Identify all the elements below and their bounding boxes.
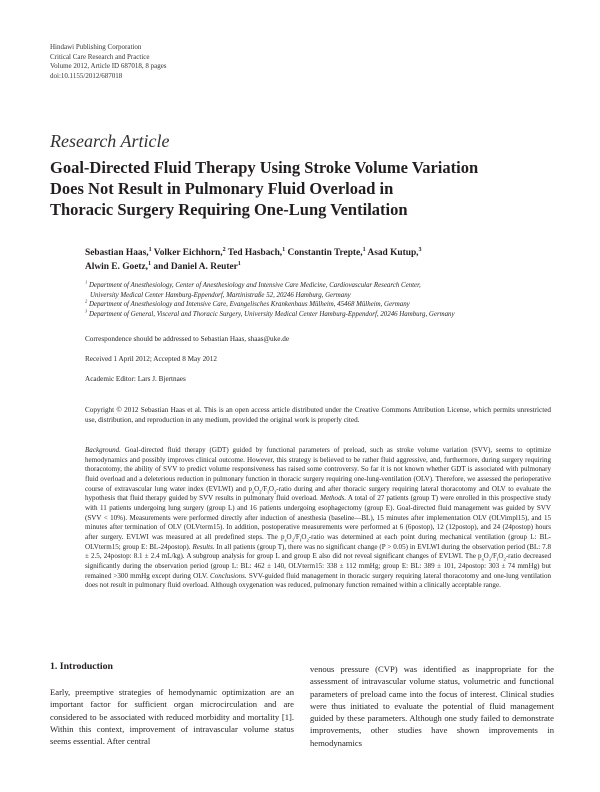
- author: Constantin Trepte,: [285, 248, 363, 258]
- subscript: I: [267, 489, 269, 495]
- subscript: 2: [503, 556, 506, 562]
- title-line: Thoracic Surgery Requiring One-Lung Ventilation: [50, 200, 408, 219]
- author: Volker Eichhorn,: [151, 248, 223, 258]
- intro-column-left: Early, preemptive strategies of hemodynamic optimization are an important factor for sufficient organ microcirculation and are considered to be associated with reduced morbidity and mortality [1]. Within this context, improvement of intravascular volume status seems essential. After central: [50, 687, 294, 747]
- author-list: [85, 246, 555, 275]
- affil-text: Department of Anesthesiology, Center of Anesthesiology and Intensive Care Medicine, Cardiovascular Research Center,: [87, 282, 421, 289]
- abstract-text: A total of 27 patients (group T) were enrolled in this prospective study with 11 patients undergoing lung surgery (group L) and 16 patients undergoing esophagectomy (group E). Goal-directed fluid management was guided by SVV (SVV < 10%). Measurements were performed directly after induction of anesthesia (baseline—BL), 15 minutes after implementation OLV (OLVimpl15), and 15 minutes after termination of OLV (OLVterm15). In addition, postoperative measurements were performed at 6 (6postop), 12 (12postop), and 24 (24postop) hours after surgery. EVLWI was measured at all predefined steps. The p: [85, 494, 551, 541]
- subscript: I: [299, 537, 302, 543]
- abstract-text: /F: [491, 552, 497, 561]
- abstract-text: O: [498, 552, 504, 561]
- affiliation-2: [85, 300, 555, 310]
- subscript: 2: [259, 489, 262, 495]
- correspondence: Correspondence should be addressed to Sebastian Haas, shaas@uke.de: [85, 335, 290, 343]
- subscript: 2: [306, 537, 309, 543]
- abstract-text: -ratio was determined at each point during mechanical ventilation (group L: BL-OLVterm15; group E: BL-24postop).: [85, 532, 552, 551]
- volume-info: Volume 2012, Article ID 687018, 8 pages: [50, 62, 167, 71]
- abstract-label-conclusions: Conclusions.: [210, 571, 247, 580]
- subscript: a: [252, 489, 255, 495]
- author: Alwin E. Goetz,: [85, 262, 149, 273]
- subscript: 2: [273, 489, 277, 495]
- author-affil-mark: 1: [282, 246, 286, 253]
- author-affil-mark: 2: [222, 246, 226, 253]
- academic-editor: Academic Editor: Lars J. Bjertnaes: [85, 375, 186, 383]
- subscript: a: [284, 537, 287, 543]
- affil-number: 2: [85, 298, 88, 304]
- section-heading-introduction: 1. Introduction: [50, 661, 113, 672]
- intro-column-right: venous pressure (CVP) was identified as inappropriate for the assessment of intravascular volume status, volumetric and functional parameters of preload came into the focus of interest. Clinical studies were thus initiated to evaluate the potential of fluid management guided by these parameters. Although one study failed to demonstrate improvements, other studies have shown improvements in hemodynamics: [310, 664, 554, 748]
- article-type: Research Article: [50, 131, 170, 151]
- affiliation-1: [85, 281, 555, 291]
- abstract-text: -ratio decreased significantly during the observation period (group L: BL: 462 ± 140, OLVterm15: 338 ± 112 mmHg; group E: BL: 389 ± 101, 24postop: 303 ± 74 mmHg) but remained >300 mmHg except during OLV.: [85, 552, 552, 580]
- title-line: Does Not Result in Pulmonary Fluid Overload in: [50, 179, 394, 198]
- doi: doi:10.1155/2012/687018: [50, 71, 123, 80]
- author-affil-mark: 1: [148, 246, 152, 253]
- abstract-label-results: Results.: [192, 542, 215, 551]
- abstract: [85, 446, 551, 591]
- abstract-text: O: [483, 552, 489, 561]
- abstract-text: SVV-guided fluid management in thoracic surgery requiring lateral thoracotomy and one-lung ventilation does not result in pulmonary fluid overload. Although oxygenation was reduced, pulmonary function remained within a clinically acceptable range.: [85, 571, 551, 590]
- paper-title: [50, 157, 550, 220]
- author: and Daniel A. Reuter: [151, 262, 238, 273]
- affil-number: 1: [85, 279, 88, 285]
- abstract-text: O: [268, 484, 274, 493]
- abstract-text: -ratio during and after thoracic surgery requiring lateral thoracotomy and OLV to evaluate the hypothesis that fluid therapy guided by SVV results in pulmonary fluid overload.: [85, 484, 551, 503]
- abstract-text: /F: [261, 484, 268, 493]
- subscript: 2: [488, 556, 491, 562]
- author: Asad Kutup,: [365, 248, 419, 258]
- publisher-name: Hindawi Publishing Corporation: [50, 43, 142, 51]
- abstract-text: O: [286, 532, 292, 541]
- abstract-text: Goal-directed fluid therapy (GDT) guided by functional parameters of preload, such as stroke volume variation (SVV), seems to optimize hemodynamics and possibly improves clinical outcome. However, this strategy is believed to be rather fluid aggressive, and, furthermore, during surgery requiring thoracotomy, the ability of SVV to predict volume responsiveness has raised some controversy. So far it is not known whether GDT is associated with pulmonary fluid overload and a deleterious reduction in pulmonary function in thoracic surgery requiring one-lung-ventilation (OLV). Therefore, we assessed the perioperative course of extravascular lung water index (EVLWI) and p: [85, 446, 551, 493]
- affil-text: Department of General, Visceral and Thoracic Surgery, University Medical Center Hamburg-Eppendorf, 20246 Hamburg, Germany: [87, 310, 455, 318]
- affil-text: Department of Anesthesiology and Intensive Care, Evangelisches Krankenhaus Mülheim, 45468 Mülheim, Germany: [87, 301, 410, 309]
- received-date: Received 1 April 2012; Accepted 8 May 2012: [85, 355, 217, 363]
- abstract-label-methods: Methods.: [320, 494, 347, 503]
- affiliations: [85, 281, 555, 319]
- journal-name: Critical Care Research and Practice: [50, 52, 150, 61]
- subscript: a: [481, 556, 484, 562]
- author-affil-mark: 1: [148, 261, 152, 268]
- author: Ted Hasbach,: [225, 248, 283, 258]
- author-affil-mark: 3: [418, 246, 422, 253]
- author-affil-mark: 1: [237, 261, 241, 268]
- abstract-text: In all patients (group T), there was no significant change (P > 0.05) in EVLWI during the observation period (BL: 7.8 ± 2.5, 24postop: 8.1 ± 2.4 mL/kg). A subgroup analysis for group L and group E also did not reveal significant changes of EVLWI. The p: [85, 542, 551, 561]
- abstract-label-background: Background.: [85, 446, 121, 454]
- title-line: Goal-Directed Fluid Therapy Using Stroke Volume Variation: [50, 158, 479, 177]
- affil-number: 3: [85, 308, 88, 314]
- copyright-notice: Copyright © 2012 Sebastian Haas et al. This is an open access article distributed under the Creative Commons Attribution License, which permits unrestricted use, distribution, and reproduction in any medium, provided the original work is properly cited.: [85, 406, 551, 424]
- author: Sebastian Haas,: [85, 248, 149, 258]
- abstract-text: O: [254, 484, 260, 493]
- abstract-text: O: [301, 532, 307, 541]
- subscript: 2: [291, 537, 294, 543]
- author-affil-mark: 1: [362, 246, 366, 253]
- journal-header: [50, 43, 167, 81]
- affiliation-3: [85, 310, 555, 320]
- subscript: I: [496, 556, 499, 562]
- affiliation-1-cont: University Medical Center Hamburg-Eppendorf, Martinistraße 52, 20246 Hamburg, Germany: [90, 291, 351, 299]
- abstract-text: /F: [293, 532, 300, 541]
